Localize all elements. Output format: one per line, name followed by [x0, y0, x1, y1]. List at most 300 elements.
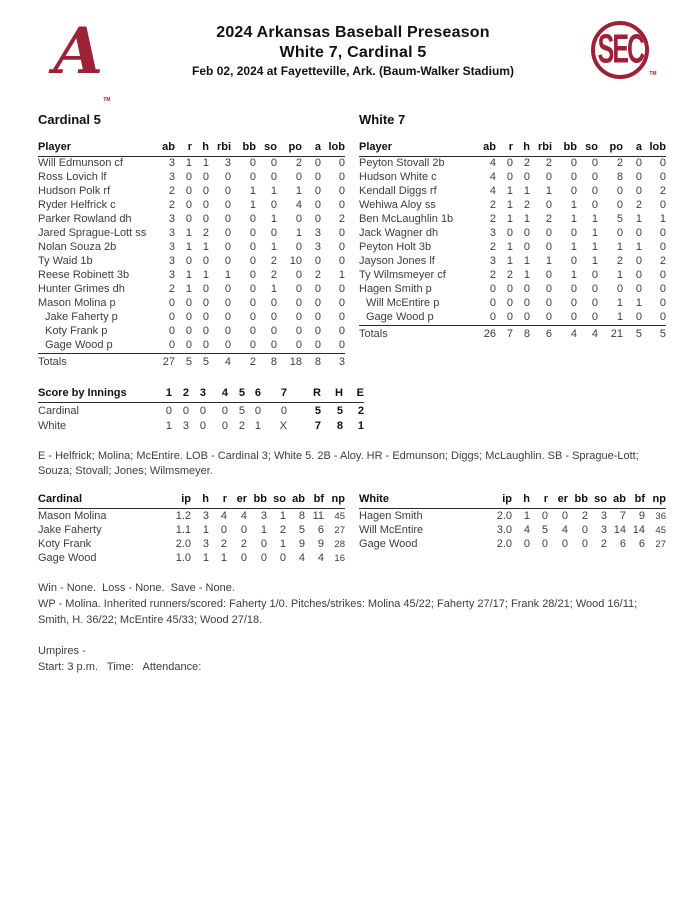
stat-value: 0: [591, 171, 598, 184]
stat-value: 0: [506, 283, 513, 296]
inning-score: 0: [254, 404, 261, 417]
totals-value: 5: [175, 353, 192, 369]
stat-value: 2: [168, 283, 175, 296]
stat-value: 0: [224, 241, 231, 254]
pitching-header-row: [359, 493, 666, 509]
stat-value: 0: [635, 311, 642, 324]
column-header-r: r: [175, 141, 192, 157]
stat-value: 0: [635, 157, 642, 170]
totals-value: 5: [623, 325, 642, 341]
column-header-a: a: [623, 141, 642, 157]
stat-value: 3: [202, 537, 209, 550]
stat-value: 2: [581, 509, 588, 522]
stat-value: 1: [523, 509, 530, 522]
stat-value: 2: [168, 185, 175, 198]
stat-value: 0: [314, 171, 321, 184]
stat-value: 9: [638, 509, 645, 522]
stat-value: 0: [489, 297, 496, 310]
white-pitching-table: [359, 493, 666, 551]
column-header-so: so: [588, 493, 607, 509]
player-name: Ty Wilmsmeyer cf: [359, 269, 446, 282]
stat-value: 7: [619, 509, 626, 522]
column-header-bb: bb: [568, 493, 588, 509]
batting-row: [38, 199, 345, 213]
stat-value: 3: [168, 227, 175, 240]
stat-value: 4: [220, 509, 227, 522]
game-title: 2024 Arkansas Baseball Preseason: [216, 24, 490, 41]
game-date-location: Feb 02, 2024 at Fayetteville, Ark. (Baum-Walker Stadium): [192, 64, 514, 78]
totals-value: 26: [470, 325, 496, 341]
stat-value: 1: [545, 255, 552, 268]
stat-value: 2.0: [496, 509, 512, 522]
stat-value: 1: [591, 255, 598, 268]
stat-value: 1: [635, 297, 642, 310]
stat-value: 0: [338, 283, 345, 296]
stat-value: 0: [270, 311, 277, 324]
stat-value: 0: [224, 283, 231, 296]
stat-value: 4: [523, 523, 530, 536]
inning-score: 1: [165, 420, 172, 433]
stat-value: 1: [506, 241, 513, 254]
stat-value: 3: [224, 157, 231, 170]
stat-value: 0: [591, 269, 598, 282]
batting-row: [359, 227, 666, 241]
stat-value: 0: [545, 171, 552, 184]
stat-value: 2: [489, 241, 496, 254]
stat-value: 0: [224, 199, 231, 212]
batting-row: [38, 311, 345, 325]
white-section-title: White 7: [359, 112, 406, 127]
stat-value: 1: [506, 185, 513, 198]
player-name: Ross Lovich lf: [38, 171, 107, 184]
innings-row: [38, 403, 364, 419]
column-header-lob: lob: [642, 141, 666, 157]
stat-value: 0: [338, 255, 345, 268]
trademark-text: TM: [649, 71, 657, 77]
stat-value: 0: [616, 283, 623, 296]
stat-value: 3: [489, 255, 496, 268]
totals-value: 7: [496, 325, 513, 341]
pitching-team-header: Cardinal: [38, 493, 161, 509]
stat-value: 3: [600, 523, 607, 536]
column-header-lob: lob: [321, 141, 345, 157]
stat-value: 2: [489, 269, 496, 282]
stat-value: 0: [295, 297, 302, 310]
stat-value: 5: [298, 523, 305, 536]
pitcher-name: Mason Molina: [38, 509, 107, 522]
stat-value: 0: [338, 339, 345, 352]
totals-value: 8: [302, 353, 321, 369]
trademark-text: TM: [103, 97, 111, 103]
stat-value: 1: [279, 537, 286, 550]
pitching-row: [359, 509, 666, 523]
column-header-po: po: [598, 141, 623, 157]
stat-value: 27: [655, 538, 666, 550]
stat-value: 4: [295, 199, 302, 212]
stat-value: 1: [635, 213, 642, 226]
stat-value: 0: [523, 283, 530, 296]
column-header-player: Player: [38, 141, 149, 157]
stat-value: 1: [270, 185, 277, 198]
stat-value: 0: [295, 213, 302, 226]
totals-value: 3: [321, 353, 345, 369]
stat-value: 2: [202, 227, 209, 240]
stat-value: 0: [591, 283, 598, 296]
totals-value: 8: [513, 325, 530, 341]
player-name: Mason Molina p: [38, 297, 116, 310]
stat-value: 0: [570, 311, 577, 324]
column-header-er: er: [227, 493, 247, 509]
stat-value: 0: [338, 185, 345, 198]
stat-value: 0: [570, 297, 577, 310]
stat-value: 28: [334, 538, 345, 550]
stat-value: 0: [506, 297, 513, 310]
rhe-column-header: R: [287, 387, 321, 403]
batting-totals-row: [359, 325, 666, 341]
column-header-np: np: [324, 493, 345, 509]
pitcher-name: Hagen Smith: [359, 509, 423, 522]
stat-value: 0: [314, 325, 321, 338]
stat-value: 0: [545, 311, 552, 324]
stat-value: 0: [338, 157, 345, 170]
stat-value: 1: [570, 213, 577, 226]
stat-value: 1: [523, 255, 530, 268]
stat-value: 0: [295, 283, 302, 296]
sec-logo-text: SEC: [597, 26, 644, 72]
stat-value: 0: [523, 241, 530, 254]
inning-score: 0: [199, 404, 206, 417]
stat-value: 5: [541, 523, 548, 536]
stat-value: 0: [635, 255, 642, 268]
stat-value: 0: [659, 241, 666, 254]
column-header-bb: bb: [247, 493, 267, 509]
stat-value: 1: [659, 213, 666, 226]
totals-value: 6: [530, 325, 552, 341]
batting-row: [359, 199, 666, 213]
stat-value: 0: [249, 241, 256, 254]
cardinal-pitching-column: [38, 493, 345, 565]
stat-value: 0: [570, 283, 577, 296]
stat-value: 0: [224, 325, 231, 338]
pitching-row: [359, 523, 666, 537]
stat-value: 1: [270, 241, 277, 254]
stat-value: 0: [314, 185, 321, 198]
stat-value: 0: [635, 269, 642, 282]
stat-value: 3: [168, 269, 175, 282]
stat-value: 2: [545, 213, 552, 226]
stat-value: 0: [545, 199, 552, 212]
stat-value: 0: [523, 227, 530, 240]
stat-value: 0: [545, 241, 552, 254]
stat-value: 14: [632, 523, 645, 536]
score-by-innings-title: Score by Innings: [38, 387, 150, 403]
stat-value: 0: [295, 339, 302, 352]
stat-value: 0: [338, 325, 345, 338]
stat-value: 0: [249, 325, 256, 338]
stat-value: 1: [506, 213, 513, 226]
stat-value: 2: [659, 255, 666, 268]
stat-value: 0: [270, 171, 277, 184]
stat-value: 1: [202, 241, 209, 254]
stat-value: 1: [202, 157, 209, 170]
stat-value: 0: [224, 213, 231, 226]
player-name: Parker Rowland dh: [38, 213, 132, 226]
innings-header-row: [38, 387, 364, 403]
white-batting-table: [359, 141, 666, 341]
inning-column-header: 4: [206, 387, 228, 403]
stat-value: 3: [168, 157, 175, 170]
stat-value: 0: [570, 185, 577, 198]
stat-value: 1: [616, 297, 623, 310]
pitching-row: [38, 509, 345, 523]
stat-value: 1: [545, 185, 552, 198]
stat-value: 36: [655, 510, 666, 522]
stat-value: 5: [616, 213, 623, 226]
stat-value: 2: [616, 157, 623, 170]
stat-value: 0: [506, 227, 513, 240]
stat-value: 0: [249, 297, 256, 310]
column-header-r: r: [496, 141, 513, 157]
stat-value: 0: [314, 213, 321, 226]
column-header-ip: ip: [161, 493, 191, 509]
stat-value: 2: [523, 199, 530, 212]
stat-value: 2: [279, 523, 286, 536]
stat-value: 1: [249, 185, 256, 198]
rhe-column-header: H: [321, 387, 343, 403]
stat-value: 3: [600, 509, 607, 522]
game-title-block: [128, 14, 578, 80]
batting-row: [359, 297, 666, 311]
batting-row: [359, 157, 666, 171]
player-name: Peyton Stovall 2b: [359, 157, 445, 170]
column-header-player: Player: [359, 141, 470, 157]
stat-value: 0: [270, 199, 277, 212]
stat-value: 0: [295, 171, 302, 184]
stat-value: 45: [334, 510, 345, 522]
stat-value: 0: [224, 297, 231, 310]
stat-value: 0: [561, 537, 568, 550]
stat-value: 1: [202, 523, 209, 536]
stat-value: 1: [295, 227, 302, 240]
player-name: Gage Wood p: [366, 311, 434, 324]
stat-value: 3: [202, 509, 209, 522]
player-name: Hunter Grimes dh: [38, 283, 125, 296]
batting-row: [359, 269, 666, 283]
inning-score: X: [279, 420, 287, 433]
stat-value: 1: [220, 551, 227, 564]
stat-value: 2: [545, 157, 552, 170]
stat-value: 0: [659, 283, 666, 296]
stat-value: 9: [317, 537, 324, 550]
stat-value: 3: [489, 227, 496, 240]
stat-value: 1: [185, 269, 192, 282]
inning-score: 0: [165, 404, 172, 417]
stat-value: 0: [270, 325, 277, 338]
stat-value: 3: [168, 255, 175, 268]
stat-value: 0: [523, 537, 530, 550]
player-name: Will Edmunson cf: [38, 157, 123, 170]
batting-row: [359, 213, 666, 227]
stat-value: 0: [314, 339, 321, 352]
stat-value: 3: [314, 241, 321, 254]
stat-value: 0: [591, 297, 598, 310]
stat-value: 1: [185, 283, 192, 296]
totals-value: 5: [642, 325, 666, 341]
stat-value: 1: [202, 269, 209, 282]
rhe-value: 5: [314, 404, 321, 417]
stat-value: 0: [185, 297, 192, 310]
stat-value: 0: [659, 297, 666, 310]
stat-value: 0: [185, 339, 192, 352]
inning-score: 5: [238, 404, 245, 417]
stat-value: 0: [270, 157, 277, 170]
stat-value: 0: [202, 311, 209, 324]
batting-row: [359, 171, 666, 185]
column-header-h: h: [512, 493, 530, 509]
stat-value: 0: [506, 171, 513, 184]
player-name: Hudson White c: [359, 171, 437, 184]
stat-value: 1: [616, 241, 623, 254]
stat-value: 0: [523, 297, 530, 310]
stat-value: 0: [659, 311, 666, 324]
pitching-row: [38, 523, 345, 537]
stat-value: 0: [635, 283, 642, 296]
umpires-line: Umpires -: [38, 645, 86, 658]
rhe-value: 2: [357, 404, 364, 417]
stat-value: 0: [185, 255, 192, 268]
stat-value: 0: [314, 199, 321, 212]
stat-value: 1: [570, 241, 577, 254]
stat-value: 1: [270, 283, 277, 296]
stat-value: 0: [545, 227, 552, 240]
totals-label: Totals: [38, 353, 149, 369]
stat-value: 0: [202, 185, 209, 198]
stat-value: 0: [202, 297, 209, 310]
inning-column-header: 7: [261, 387, 287, 403]
batting-row: [359, 255, 666, 269]
inning-score: 0: [221, 404, 228, 417]
stat-value: 0: [545, 297, 552, 310]
stat-value: 4: [561, 523, 568, 536]
stat-value: 0: [224, 171, 231, 184]
inning-score: 0: [182, 404, 189, 417]
inning-score: 0: [221, 420, 228, 433]
stat-value: 0: [202, 283, 209, 296]
start-line: Start: 3 p.m. Time: Attendance:: [38, 661, 202, 674]
stat-value: 0: [570, 227, 577, 240]
stat-value: 2: [659, 185, 666, 198]
stat-value: 2: [489, 199, 496, 212]
stat-value: 1: [616, 269, 623, 282]
stat-value: 2: [168, 199, 175, 212]
rhe-value: 7: [314, 420, 321, 433]
stat-value: 0: [338, 199, 345, 212]
totals-value: 8: [256, 353, 277, 369]
stat-value: 2: [270, 255, 277, 268]
rhe-column-header: E: [343, 387, 364, 403]
stat-value: 0: [249, 255, 256, 268]
batting-header-row: [359, 141, 666, 157]
column-header-er: er: [548, 493, 568, 509]
player-name: Ben McLaughlin 1b: [359, 213, 454, 226]
inning-score: 1: [254, 420, 261, 433]
column-header-ip: ip: [482, 493, 512, 509]
inning-column-header: 2: [172, 387, 189, 403]
stat-value: 2: [220, 537, 227, 550]
stat-value: 6: [619, 537, 626, 550]
stat-value: 0: [168, 297, 175, 310]
arkansas-a-logo: [36, 14, 128, 103]
stat-value: 0: [270, 227, 277, 240]
stat-value: 0: [240, 523, 247, 536]
column-header-so: so: [267, 493, 286, 509]
pitching-row: [38, 551, 345, 565]
column-header-po: po: [277, 141, 302, 157]
stat-value: 1.2: [175, 509, 191, 522]
stat-value: 1: [523, 185, 530, 198]
stat-value: 2: [270, 269, 277, 282]
stat-value: 0: [314, 297, 321, 310]
stat-value: 0: [202, 255, 209, 268]
stat-value: 3: [314, 227, 321, 240]
player-name: Jayson Jones lf: [359, 255, 435, 268]
column-header-rbi: rbi: [530, 141, 552, 157]
stat-value: 0: [185, 325, 192, 338]
stat-value: 0: [185, 185, 192, 198]
player-name: Ryder Helfrick c: [38, 199, 116, 212]
stat-value: 0: [570, 255, 577, 268]
stat-value: 0: [561, 509, 568, 522]
player-name: Koty Frank p: [45, 325, 108, 338]
pitching-notes-line: WP - Molina. Inherited runners/scored: Faherty 1/0. Pitches/strikes: Molina 45/22; Faherty 27/17; Frank 28/21; Wood 16/11; Smith, H. 36/22; McEntire 45/33; Wood 27/18.: [38, 597, 638, 626]
stat-value: 14: [613, 523, 626, 536]
column-header-ab: ab: [607, 493, 626, 509]
stat-value: 9: [298, 537, 305, 550]
inning-score: 0: [280, 404, 287, 417]
totals-value: 27: [149, 353, 175, 369]
stat-value: 0: [314, 311, 321, 324]
batting-row: [359, 185, 666, 199]
batting-row: [38, 255, 345, 269]
batting-row: [38, 171, 345, 185]
column-header-bb: bb: [552, 141, 577, 157]
stat-value: 2: [523, 157, 530, 170]
stat-value: 2: [295, 157, 302, 170]
stat-value: 0: [506, 157, 513, 170]
stat-value: 0: [249, 171, 256, 184]
stat-value: 0: [295, 241, 302, 254]
stat-value: 0: [202, 339, 209, 352]
inning-column-header: 1: [150, 387, 172, 403]
column-header-r: r: [209, 493, 227, 509]
stat-value: 2: [314, 269, 321, 282]
player-name: Will McEntire p: [366, 297, 440, 310]
stat-value: 1: [270, 213, 277, 226]
pitching-row: [359, 537, 666, 551]
stat-value: 0: [314, 157, 321, 170]
stat-value: 6: [317, 523, 324, 536]
stat-value: 1: [570, 269, 577, 282]
stat-value: 0: [185, 171, 192, 184]
pitcher-name: Gage Wood: [359, 537, 418, 550]
footer-notes: [0, 581, 700, 676]
batting-row: [38, 339, 345, 353]
stat-value: 0: [249, 269, 256, 282]
batting-row: [38, 185, 345, 199]
stat-value: 0: [202, 213, 209, 226]
player-name: Wehiwa Aloy ss: [359, 199, 436, 212]
batting-row: [38, 325, 345, 339]
